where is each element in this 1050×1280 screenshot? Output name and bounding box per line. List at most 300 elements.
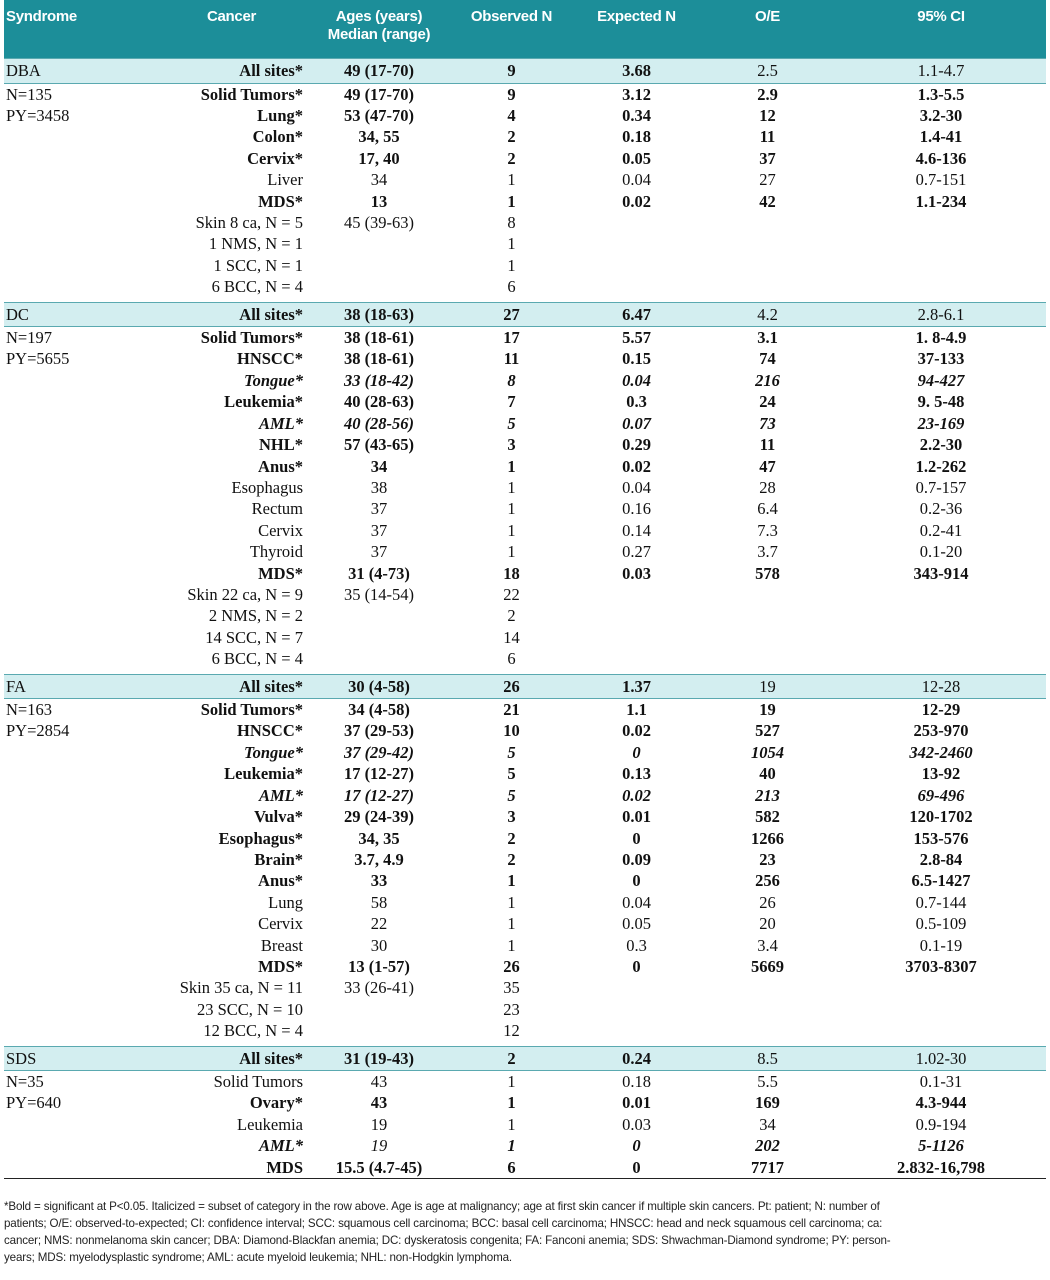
table-row: [4, 1020, 1046, 1041]
syndrome-meta: [4, 541, 154, 562]
ci-cell: 4.6-136: [915, 148, 967, 168]
ci-cell: 6.5-1427: [911, 871, 971, 891]
table-row: [4, 563, 1046, 584]
expected-cell: 0.29: [622, 435, 651, 455]
syndrome-meta: [4, 849, 154, 870]
ci-cell: [836, 584, 1046, 605]
cancer-cell: Solid Tumors: [213, 1072, 303, 1092]
cancer-cell: Brain*: [254, 849, 303, 869]
ci-cell: 3703-8307: [905, 956, 977, 976]
ci-cell: 5-1126: [918, 1136, 964, 1156]
oe-cell: [699, 1020, 836, 1041]
syndrome-meta: [4, 785, 154, 806]
table-row: [4, 126, 1046, 147]
summary-ci-cell: 1.1-4.7: [836, 59, 1046, 84]
table-row: [4, 1092, 1046, 1113]
oe-cell: [699, 276, 836, 297]
ci-cell: 1.3-5.5: [917, 84, 965, 104]
group-summary-row: [4, 59, 1046, 84]
table-row: [4, 699, 1046, 721]
table-row: [4, 169, 1046, 190]
oe-cell: [699, 605, 836, 626]
table-row: [4, 605, 1046, 626]
oe-cell: 169: [755, 1093, 780, 1113]
summary-ci-cell: 1.02-30: [836, 1046, 1046, 1071]
syndrome-meta: [4, 370, 154, 391]
ci-cell: 94-427: [917, 370, 965, 390]
footnote-line: *Bold = significant at P<0.05. Italicized = subset of category in the row above. Age is age at malignancy; age at first skin cancer if multiple skin cancers. Pt: patient; N: number of: [4, 1200, 880, 1213]
cancer-cell: 6 BCC, N = 4: [211, 649, 303, 669]
ci-cell: 4.3-944: [915, 1093, 967, 1113]
oe-cell: 216: [755, 370, 780, 390]
expected-cell: [574, 584, 699, 605]
ages-cell: 13: [370, 191, 388, 211]
summary-oe-cell: 19: [699, 674, 836, 699]
table-row: [4, 742, 1046, 763]
oe-cell: 5.5: [757, 1072, 778, 1092]
cancer-cell: Cervix: [258, 914, 303, 934]
ci-cell: [836, 999, 1046, 1020]
summary-observed-cell: 2: [449, 1046, 574, 1071]
observed-cell: 1: [507, 1072, 516, 1092]
ci-cell: 1. 8-4.9: [915, 328, 967, 348]
ci-cell: 23-169: [917, 413, 965, 433]
observed-cell: 1: [507, 191, 516, 211]
ages-cell: 3.7, 4.9: [354, 849, 404, 869]
expected-cell: [574, 627, 699, 648]
expected-cell: 0.27: [622, 542, 651, 562]
syndrome-meta: [4, 276, 154, 297]
ci-cell: 1.4-41: [919, 127, 963, 147]
cancer-cell: Vulva*: [254, 807, 303, 827]
header-oe: O/E: [699, 0, 836, 59]
observed-cell: 1: [507, 892, 516, 912]
ci-cell: 9. 5-48: [917, 392, 965, 412]
summary-oe-cell: 2.5: [699, 59, 836, 84]
expected-cell: 0: [632, 1136, 641, 1156]
oe-cell: [699, 233, 836, 254]
table-row: [4, 456, 1046, 477]
summary-observed-cell: 9: [449, 59, 574, 84]
syndrome-meta: [4, 742, 154, 763]
ci-cell: [836, 648, 1046, 669]
table-row: [4, 212, 1046, 233]
syndrome-meta: [4, 1114, 154, 1135]
oe-cell: 582: [755, 807, 780, 827]
header-ages-line1: Ages (years): [335, 8, 423, 25]
table-row: [4, 584, 1046, 605]
oe-cell: 1266: [751, 828, 784, 848]
table-row: [4, 1157, 1046, 1179]
table-row: [4, 956, 1046, 977]
cancer-cell: 1 NMS, N = 1: [208, 234, 303, 254]
expected-cell: 0.04: [622, 170, 651, 190]
cancer-cell: HNSCC*: [236, 721, 303, 741]
expected-cell: 0.34: [622, 105, 651, 125]
observed-cell: 1: [507, 871, 516, 891]
ages-cell: 49 (17-70): [343, 84, 415, 104]
syndrome-label: FA: [4, 674, 154, 699]
observed-cell: 1: [507, 170, 516, 190]
header-observed: Observed N: [449, 0, 574, 59]
table-row: [4, 391, 1046, 412]
oe-cell: [699, 212, 836, 233]
header-syndrome: Syndrome: [4, 0, 154, 59]
syndrome-meta: PY=640: [6, 1093, 62, 1113]
ci-cell: 0.7-144: [915, 892, 967, 912]
cancer-cell: Tongue*: [244, 370, 303, 390]
ages-cell: 29 (24-39): [343, 807, 415, 827]
cancer-cell: Solid Tumors*: [200, 700, 303, 720]
ci-cell: 0.2-41: [919, 520, 963, 540]
observed-cell: 9: [507, 84, 516, 104]
cancer-cell: Cervix*: [247, 148, 303, 168]
ages-cell: [309, 627, 449, 648]
expected-cell: [574, 1020, 699, 1041]
summary-observed-cell: 26: [449, 674, 574, 699]
ages-cell: [309, 255, 449, 276]
table-row: [4, 370, 1046, 391]
oe-cell: 256: [755, 871, 780, 891]
table-row: [4, 763, 1046, 784]
ages-cell: 19: [370, 1114, 388, 1134]
table-row: [4, 83, 1046, 105]
expected-cell: [574, 648, 699, 669]
syndrome-meta: [4, 413, 154, 434]
table-row: [4, 849, 1046, 870]
summary-ages-cell: 30 (4-58): [309, 674, 449, 699]
observed-cell: 8: [507, 212, 516, 232]
table-row: [4, 276, 1046, 297]
expected-cell: 0.01: [622, 1093, 651, 1113]
cancer-cell: HNSCC*: [236, 349, 303, 369]
ages-cell: 34 (4-58): [348, 700, 410, 720]
syndrome-meta: [4, 605, 154, 626]
expected-cell: 0: [632, 956, 641, 976]
oe-cell: 5669: [751, 956, 784, 976]
ages-cell: 35 (14-54): [343, 584, 415, 604]
table-row: [4, 648, 1046, 669]
summary-ages-cell: 38 (18-63): [309, 302, 449, 327]
ci-cell: [836, 255, 1046, 276]
syndrome-meta: [4, 870, 154, 891]
ci-cell: 0.5-109: [915, 914, 967, 934]
observed-cell: 1: [507, 914, 516, 934]
table-row: [4, 541, 1046, 562]
syndrome-meta: [4, 255, 154, 276]
observed-cell: 5: [507, 764, 516, 784]
ci-cell: 0.1-19: [919, 935, 963, 955]
ages-cell: [309, 605, 449, 626]
ci-cell: 343-914: [913, 563, 969, 583]
observed-cell: 5: [507, 742, 516, 762]
syndrome-label: DC: [4, 302, 154, 327]
observed-cell: 6: [449, 1157, 574, 1179]
cancer-cell: 1 SCC, N = 1: [213, 255, 303, 275]
cancer-cell: AML*: [258, 785, 303, 805]
table-row: [4, 892, 1046, 913]
table-row: [4, 520, 1046, 541]
ages-cell: 33: [370, 871, 388, 891]
ages-cell: 38 (18-61): [343, 349, 415, 369]
expected-cell: [574, 233, 699, 254]
syndrome-meta: [4, 148, 154, 169]
cancer-cell: Thyroid: [249, 542, 303, 562]
ci-cell: 2.832-16,798: [836, 1157, 1046, 1179]
observed-cell: 3: [507, 435, 516, 455]
syndrome-meta: N=35: [6, 1072, 44, 1092]
syndrome-meta: [4, 763, 154, 784]
ci-cell: [836, 605, 1046, 626]
observed-cell: 5: [507, 413, 516, 433]
observed-cell: 1: [507, 1136, 516, 1156]
table-row: [4, 1071, 1046, 1093]
expected-cell: 0.3: [626, 935, 647, 955]
ages-cell: 37 (29-42): [343, 742, 415, 762]
syndrome-meta: [4, 999, 154, 1020]
ages-cell: 34: [370, 170, 388, 190]
table-row: [4, 477, 1046, 498]
oe-cell: 47: [759, 456, 776, 476]
syndrome-meta: [4, 434, 154, 455]
expected-cell: 0: [632, 871, 641, 891]
expected-cell: 0.3: [626, 392, 647, 412]
observed-cell: 18: [503, 563, 520, 583]
cancer-cell: Leukemia*: [224, 764, 303, 784]
oe-cell: 3.7: [757, 542, 778, 562]
expected-cell: 0.14: [622, 520, 651, 540]
observed-cell: 22: [503, 584, 520, 604]
cancer-cell: AML*: [258, 1136, 303, 1156]
syndrome-meta: [4, 584, 154, 605]
syndrome-meta: [4, 648, 154, 669]
table-row: [4, 720, 1046, 741]
expected-cell: 0: [574, 1157, 699, 1179]
syndrome-meta: [4, 212, 154, 233]
syndrome-meta: PY=2854: [6, 721, 70, 741]
cancer-cell: Skin 8 ca, N = 5: [195, 212, 303, 232]
ages-cell: 17, 40: [358, 148, 400, 168]
observed-cell: 7: [507, 392, 516, 412]
expected-cell: 0.09: [622, 849, 651, 869]
syndrome-meta: [4, 520, 154, 541]
cancer-cell: Leukemia*: [224, 392, 303, 412]
observed-cell: 1: [507, 234, 516, 254]
cancer-cell: 12 BCC, N = 4: [203, 1021, 303, 1041]
oe-cell: 23: [759, 849, 776, 869]
summary-ages-cell: 31 (19-43): [309, 1046, 449, 1071]
oe-cell: 12: [759, 105, 776, 125]
observed-cell: 6: [507, 277, 516, 297]
ages-cell: 34, 55: [358, 127, 400, 147]
ci-cell: 3.2-30: [919, 105, 963, 125]
expected-cell: [574, 999, 699, 1020]
syndrome-meta: [4, 191, 154, 212]
ci-cell: 0.1-20: [919, 542, 963, 562]
expected-cell: 1.1: [626, 700, 647, 720]
ages-cell: [309, 276, 449, 297]
syndrome-meta: [4, 892, 154, 913]
oe-cell: 27: [759, 170, 776, 190]
ages-cell: 17 (12-27): [343, 764, 415, 784]
table-row: [4, 1135, 1046, 1156]
expected-cell: 0.02: [622, 456, 651, 476]
oe-cell: [699, 255, 836, 276]
cancer-incidence-table: [4, 0, 1046, 1179]
summary-expected-cell: 1.37: [574, 674, 699, 699]
observed-cell: 1: [507, 1093, 516, 1113]
cancer-cell: Breast: [260, 935, 303, 955]
syndrome-meta: [4, 1157, 154, 1179]
oe-cell: 24: [759, 392, 776, 412]
cancer-cell: Ovary*: [249, 1093, 303, 1113]
observed-cell: 2: [507, 606, 516, 626]
observed-cell: 11: [503, 349, 520, 369]
observed-cell: 8: [507, 370, 516, 390]
table-row: [4, 413, 1046, 434]
ages-cell: 17 (12-27): [343, 785, 415, 805]
observed-cell: 1: [507, 499, 516, 519]
oe-cell: 1054: [751, 742, 784, 762]
ci-cell: [836, 627, 1046, 648]
summary-ages-cell: 49 (17-70): [309, 59, 449, 84]
ci-cell: 0.1-31: [919, 1072, 963, 1092]
syndrome-meta: [4, 935, 154, 956]
cancer-cell: Solid Tumors*: [200, 328, 303, 348]
cancer-cell: Solid Tumors*: [200, 84, 303, 104]
observed-cell: 5: [507, 785, 516, 805]
observed-cell: 1: [507, 456, 516, 476]
syndrome-meta: [4, 126, 154, 147]
expected-cell: 0.03: [622, 1114, 651, 1134]
oe-cell: 74: [759, 349, 776, 369]
footnote-line: patients; O/E: observed-to-expected; CI: confidence interval; SCC: squamous cell carcinoma; BCC: basal cell carcinoma; HNSCC: head and neck squamous cell carcinoma; ca:: [4, 1217, 883, 1230]
ages-cell: 43: [370, 1093, 388, 1113]
cancer-cell: 2 NMS, N = 2: [208, 606, 303, 626]
ages-cell: 19: [370, 1136, 388, 1156]
oe-cell: 578: [755, 563, 780, 583]
syndrome-meta: [4, 498, 154, 519]
cancer-cell: Lung*: [257, 105, 303, 125]
ci-cell: 253-970: [913, 721, 969, 741]
summary-expected-cell: 3.68: [574, 59, 699, 84]
observed-cell: 35: [503, 978, 520, 998]
oe-cell: 527: [755, 721, 780, 741]
syndrome-meta: [4, 977, 154, 998]
syndrome-meta: PY=5655: [6, 349, 70, 369]
table-body: [4, 59, 1046, 1179]
summary-cancer-cell: All sites*: [154, 1046, 309, 1071]
syndrome-meta: N=135: [6, 84, 52, 104]
expected-cell: 0.02: [622, 191, 651, 211]
observed-cell: 10: [503, 721, 520, 741]
oe-cell: 19: [759, 700, 776, 720]
syndrome-meta: [4, 806, 154, 827]
summary-oe-cell: 4.2: [699, 302, 836, 327]
syndrome-meta: [4, 563, 154, 584]
ci-cell: [836, 276, 1046, 297]
table-row: [4, 806, 1046, 827]
cancer-cell: Anus*: [258, 456, 303, 476]
table-header-row: [4, 0, 1046, 59]
summary-ci-cell: 12-28: [836, 674, 1046, 699]
ci-cell: 0.2-36: [919, 499, 963, 519]
observed-cell: 23: [503, 999, 520, 1019]
cancer-cell: Colon*: [252, 127, 303, 147]
cancer-cell: Anus*: [258, 871, 303, 891]
observed-cell: 1: [507, 520, 516, 540]
cancer-cell: MDS*: [258, 956, 303, 976]
oe-cell: [699, 648, 836, 669]
ci-cell: 69-496: [917, 785, 965, 805]
ages-cell: 37 (29-53): [343, 721, 415, 741]
expected-cell: 0.13: [622, 764, 651, 784]
observed-cell: 2: [507, 148, 516, 168]
syndrome-label: DBA: [4, 59, 154, 84]
observed-cell: 3: [507, 807, 516, 827]
ci-cell: 13-92: [921, 764, 961, 784]
table-row: [4, 1114, 1046, 1135]
oe-cell: 2.9: [757, 84, 778, 104]
oe-cell: 34: [759, 1114, 776, 1134]
ages-cell: 38: [370, 477, 388, 497]
observed-cell: 2: [507, 849, 516, 869]
expected-cell: 0.07: [622, 413, 651, 433]
cancer-cell: Leukemia: [237, 1114, 303, 1134]
expected-cell: 0.04: [622, 892, 651, 912]
header-ages: [309, 0, 449, 59]
oe-cell: 28: [759, 477, 776, 497]
cancer-cell: Esophagus*: [218, 828, 303, 848]
expected-cell: 0.03: [622, 563, 651, 583]
expected-cell: 0.04: [622, 477, 651, 497]
ages-cell: 37: [370, 499, 388, 519]
table-row: [4, 627, 1046, 648]
ci-cell: [836, 212, 1046, 233]
oe-cell: 11: [759, 435, 776, 455]
group-summary-row: [4, 674, 1046, 699]
footnote-line: years; MDS: myelodysplastic syndrome; AML: acute myeloid leukemia; NHL: non-Hodgkin lymphoma.: [4, 1251, 512, 1264]
ages-cell: 38 (18-61): [343, 328, 415, 348]
ci-cell: 0.7-157: [915, 477, 967, 497]
cancer-cell: Liver: [267, 170, 303, 190]
ci-cell: 342-2460: [909, 742, 973, 762]
summary-observed-cell: 27: [449, 302, 574, 327]
header-ci: 95% CI: [836, 0, 1046, 59]
ci-cell: 0.7-151: [915, 170, 967, 190]
observed-cell: 17: [503, 328, 520, 348]
cancer-cell: MDS*: [258, 191, 303, 211]
ages-cell: 33 (18-42): [343, 370, 415, 390]
ages-cell: 34, 35: [358, 828, 400, 848]
expected-cell: 5.57: [622, 328, 651, 348]
cancer-cell: MDS*: [258, 563, 303, 583]
summary-ci-cell: 2.8-6.1: [836, 302, 1046, 327]
ci-cell: 153-576: [913, 828, 969, 848]
cancer-cell: Cervix: [258, 520, 303, 540]
table-row: [4, 913, 1046, 934]
ages-cell: 40 (28-63): [343, 392, 415, 412]
ages-cell: 40 (28-56): [343, 413, 415, 433]
oe-cell: 7717: [699, 1157, 836, 1179]
ci-cell: 1.2-262: [915, 456, 967, 476]
ci-cell: [836, 977, 1046, 998]
summary-cancer-cell: All sites*: [154, 302, 309, 327]
ages-cell: 57 (43-65): [343, 435, 415, 455]
oe-cell: 40: [759, 764, 776, 784]
oe-cell: 73: [759, 413, 776, 433]
ages-cell: 34: [370, 456, 388, 476]
